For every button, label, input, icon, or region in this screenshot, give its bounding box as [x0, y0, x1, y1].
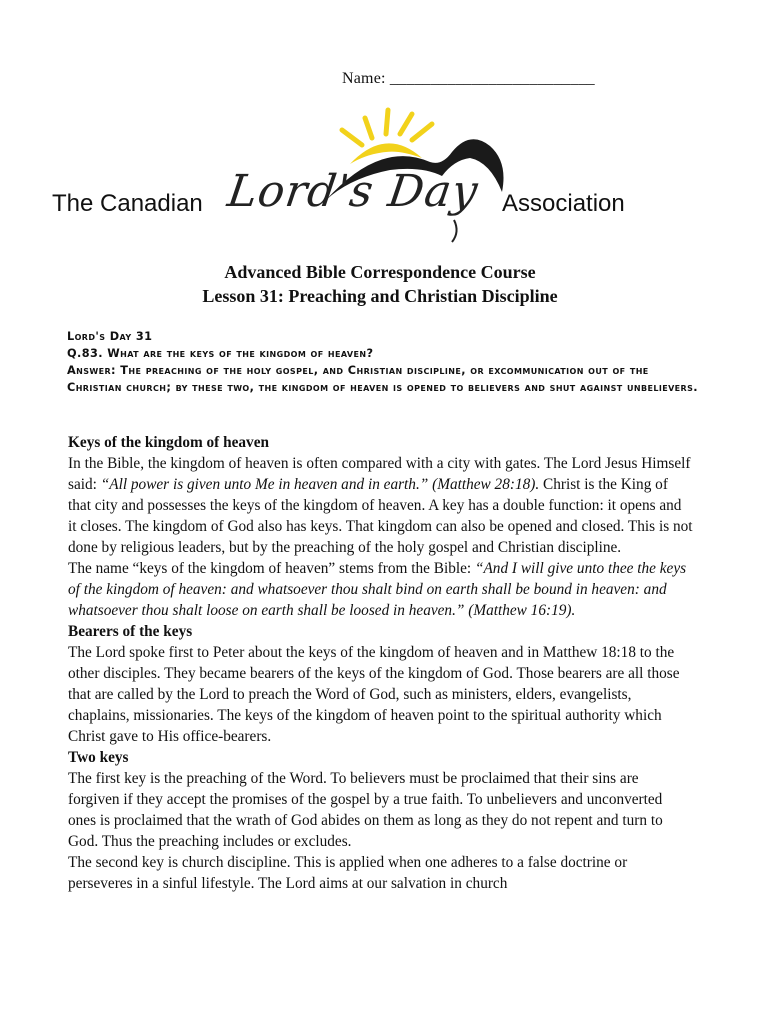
lords-day-label: Lord's Day 31 [67, 330, 153, 343]
section-heading-two-keys: Two keys [68, 749, 129, 766]
lesson-title: Lesson 31: Preaching and Christian Discipline [202, 286, 558, 306]
canadian-lords-day-association-logo [50, 100, 670, 250]
text-run: Christ is the King of that city and possesses the keys of the kingdom of heaven. A key has a double function: it opens and it closes. The kingdom of God also has keys. That kingdom can also be opened and closed. This is not done by religious leaders, but by the preaching of the holy gospel and Christian discipline. [68, 476, 693, 556]
paragraph-bearers: The Lord spoke first to Peter about the keys of the kingdom of heaven and in Matthew 18:18 to the other disciples. They became bearers of the keys of the kingdom of God. Those bearers are all those that are called by the Lord to preach the Word of God, such as ministers, elders, evangelists, chaplains, missionaries. The keys of the kingdom of heaven point to the spiritual authority which Christ gave to His office-bearers. [68, 644, 680, 745]
section-heading-bearers: Bearers of the keys [68, 623, 193, 640]
scripture-quote: “All power is given unto Me in heaven and in earth.” (Matthew 28:18). [100, 476, 540, 493]
paragraph-keys-1 [68, 453, 693, 558]
text-run: The name “keys of the kingdom of heaven” stems from the Bible: [68, 560, 475, 577]
catechism-answer: Answer: The preaching of the holy gospel, and Christian discipline, or excommunication out of the Christian church; by these two, the kingdom of heaven is opened to believers and shut against unbelievers. [67, 364, 698, 394]
page-titles [0, 260, 760, 308]
logo-left-text: The Canadian [52, 190, 203, 217]
catechism-question: Q.83. What are the keys of the kingdom of heaven? [67, 347, 374, 360]
paragraph-two-keys-2: The second key is church discipline. This is applied when one adheres to a false doctrine or perseveres in a sinful lifestyle. The Lord aims at our salvation in church [68, 854, 628, 892]
logo-right-text: Association [502, 190, 625, 217]
section-heading-keys: Keys of the kingdom of heaven [68, 434, 269, 451]
course-title: Advanced Bible Correspondence Course [224, 262, 536, 282]
sun-rays-icon [342, 110, 432, 145]
paragraph-keys-2 [68, 558, 693, 621]
scripture-quote: “And I will give unto thee the keys of the kingdom of heaven: and whatsoever thou shalt bind on earth shall be bound in heaven: and whatsoever thou shalt loose on earth shall be loosed in heaven.” (Matthew 16:19). [68, 560, 687, 619]
name-field-label: Name: _________________________ [342, 70, 595, 87]
paragraph-two-keys-1: The first key is the preaching of the Word. To believers must be proclaimed that their sins are forgiven if they accept the promises of the gospel by a true faith. To unbelievers and unconverted ones is proclaimed that the wrath of God abides on them as long as they do not repent and turn to God. Thus the preaching includes or excludes. [68, 770, 663, 850]
text-run: In the Bible, the kingdom of heaven is often compared with a city with gates. The Lord Jesus Himself said: [68, 455, 691, 493]
lesson-body [68, 432, 693, 894]
logo-script-text: Lord's Day [224, 166, 482, 217]
catechism-block [67, 328, 707, 396]
